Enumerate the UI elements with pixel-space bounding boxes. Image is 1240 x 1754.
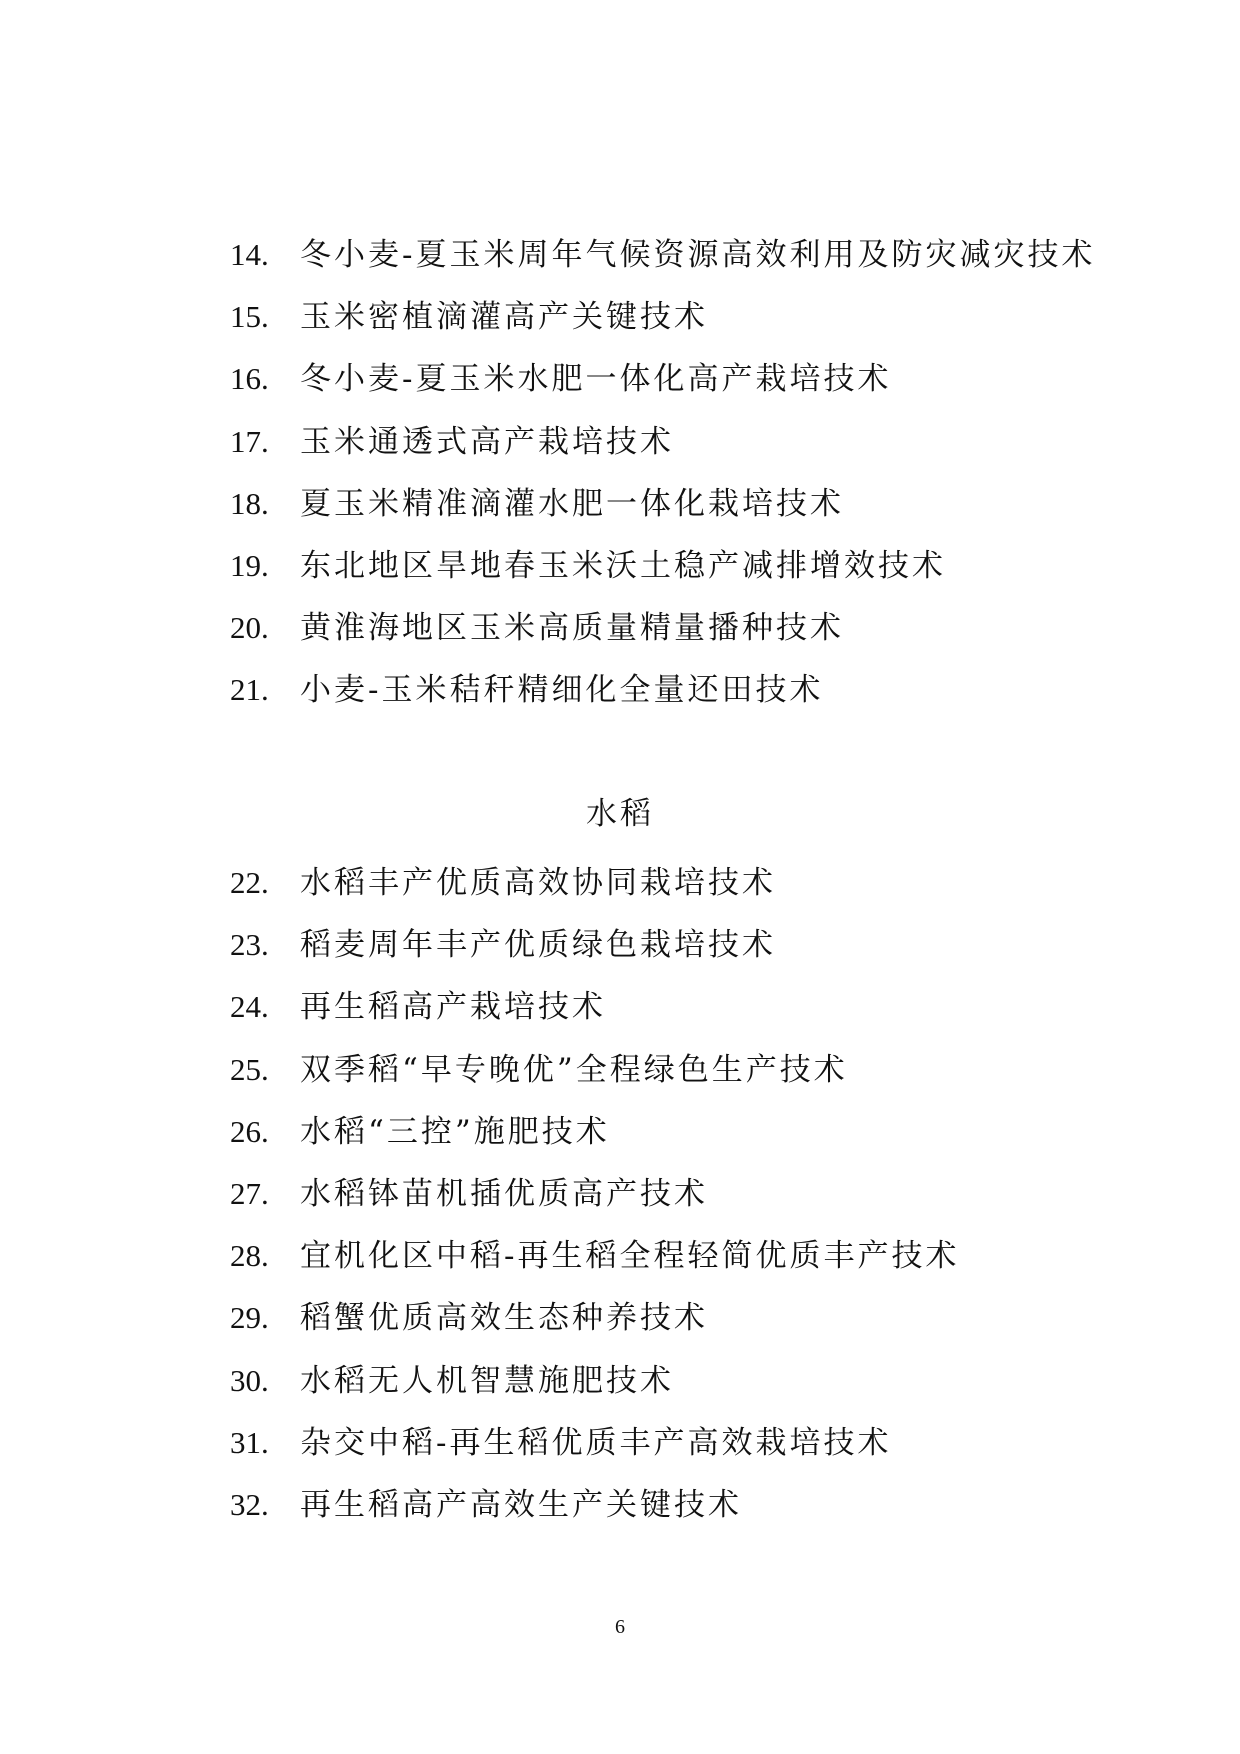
item-number: 17. (230, 423, 269, 459)
item-text: 水稻钵苗机插优质高产技术 (300, 1175, 708, 1212)
item-text: 水稻“三控”施肥技术 (300, 1113, 610, 1150)
item-text: 稻麦周年丰产优质绿色栽培技术 (300, 927, 776, 964)
list-item (0, 597, 1240, 659)
item-number: 15. (230, 299, 269, 335)
item-number: 20. (230, 610, 269, 646)
item-text: 小麦-玉米秸秆精细化全量还田技术 (300, 672, 824, 709)
item-text: 再生稻高产高效生产关键技术 (300, 1486, 742, 1523)
item-number: 16. (230, 361, 269, 397)
list-item (0, 1225, 1240, 1287)
item-number: 26. (230, 1113, 269, 1149)
list-item (0, 473, 1240, 535)
list-item (0, 411, 1240, 473)
item-number: 24. (230, 989, 269, 1025)
list-item (0, 1287, 1240, 1349)
list-item (0, 1101, 1240, 1163)
item-number: 27. (230, 1175, 269, 1211)
item-number: 29. (230, 1300, 269, 1336)
list-item (0, 659, 1240, 721)
item-number: 23. (230, 927, 269, 963)
list-item (0, 1163, 1240, 1225)
list-item (0, 224, 1240, 286)
item-text: 宜机化区中稻-再生稻全程轻简优质丰产技术 (300, 1238, 960, 1275)
item-text: 冬小麦-夏玉米水肥一体化高产栽培技术 (300, 361, 892, 398)
item-number: 21. (230, 672, 269, 708)
list-item (0, 852, 1240, 914)
list-item (0, 1474, 1240, 1536)
item-text: 东北地区旱地春玉米沃土稳产减排增效技术 (300, 547, 946, 584)
item-text: 水稻无人机智慧施肥技术 (300, 1362, 674, 1399)
item-text: 水稻丰产优质高效协同栽培技术 (300, 865, 776, 901)
item-number: 25. (230, 1051, 269, 1087)
item-number: 31. (230, 1424, 269, 1460)
item-text: 玉米密植滴灌高产关键技术 (300, 299, 708, 336)
item-text: 黄淮海地区玉米高质量精量播种技术 (300, 610, 844, 647)
item-text: 再生稻高产栽培技术 (300, 989, 606, 1026)
item-text: 夏玉米精准滴灌水肥一体化栽培技术 (300, 485, 844, 522)
technology-list-rice (0, 852, 1240, 1536)
item-number: 22. (230, 865, 269, 900)
list-item (0, 286, 1240, 348)
section-heading-rice: 水稻 (586, 796, 654, 832)
item-text: 双季稻“早专晚优”全程绿色生产技术 (300, 1051, 848, 1088)
item-text: 杂交中稻-再生稻优质丰产高效栽培技术 (300, 1424, 892, 1461)
list-item (0, 1039, 1240, 1101)
item-text: 冬小麦-夏玉米周年气候资源高效利用及防灾减灾技术 (300, 237, 1096, 273)
page-number: 6 (615, 1616, 625, 1638)
list-item (0, 914, 1240, 976)
item-number: 30. (230, 1362, 269, 1398)
list-item (0, 976, 1240, 1038)
list-item (0, 1350, 1240, 1412)
list-item (0, 1412, 1240, 1474)
list-item (0, 535, 1240, 597)
list-item (0, 348, 1240, 410)
item-number: 32. (230, 1486, 269, 1522)
technology-list-maize (0, 224, 1240, 722)
item-number: 28. (230, 1238, 269, 1274)
item-text: 稻蟹优质高效生态种养技术 (300, 1300, 708, 1337)
item-text: 玉米通透式高产栽培技术 (300, 423, 674, 460)
item-number: 18. (230, 485, 269, 521)
item-number: 14. (230, 237, 269, 272)
item-number: 19. (230, 547, 269, 583)
